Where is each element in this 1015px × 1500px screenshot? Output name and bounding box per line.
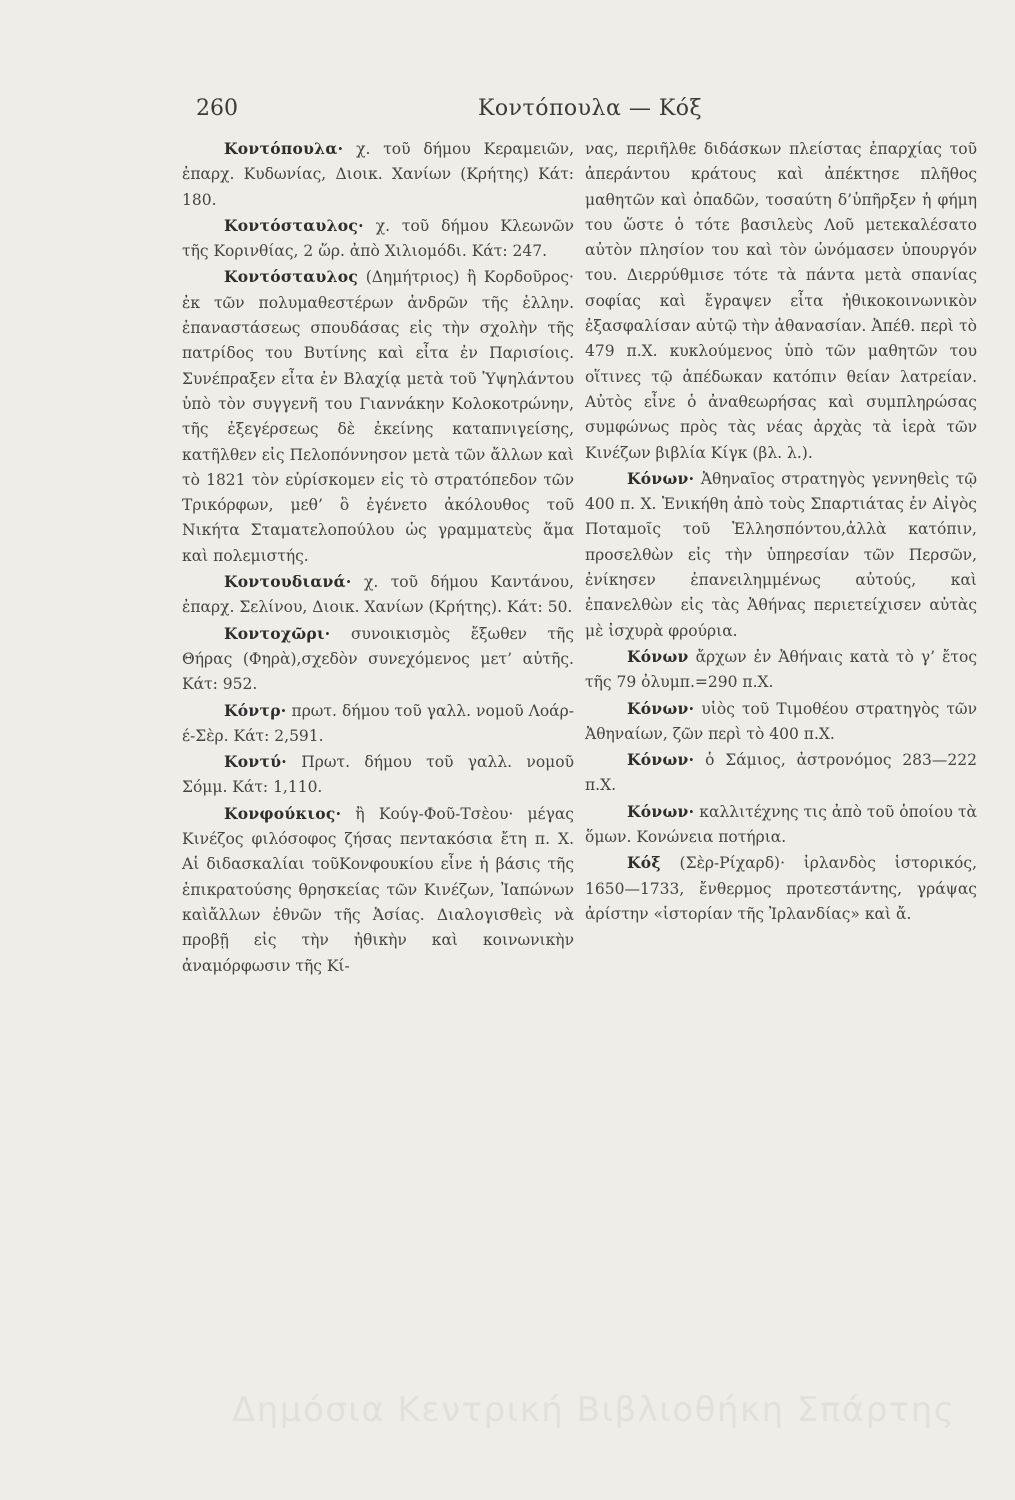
entry-text: νας, περιῆλθε διδάσκων πλείστας ἐπαρχίας τοῦ ἀπεράντου κράτους καὶ ἀπέκτησε πλῆθος μαθητῶν καὶ ὀπαδῶν, τοσαύτη δ’ὑπῆρξεν ἡ φήμη του ὥστε ὁ τότε βασιλεὺς Λοῦ μετεκαλέσατο αὐτὸν πλησίον του καὶ τὸν ὠνόμασεν ὑπουργόν του. Διερρύθμισε τότε τὰ πάντα μετὰ σπανίας σοφίας καὶ ἔγραψεν εἶτα ἠθικοκοινωνικὸν ἐξασφαλίσαν αὐτῷ τὴν ἀθανασίαν. Ἀπέθ. περὶ τὸ 479 π.Χ. κυκλούμενος ὑπὸ τῶν μαθητῶν του οἵτινες τῷ ἀπέδωκαν κατόπιν θείαν λατρείαν. Αὐτὸς εἶνε ὁ ἀναθεωρήσας καὶ συμπληρώσας συμφώνως πρὸς τὰς νέας ἀρχὰς τὰ ἱερὰ τῶν Κινέζων βιβλία Κίγκ (βλ. λ.). [585, 140, 977, 462]
entry-text: ἢ Κούγ-Φοῦ-Τσὲου· μέγας Κινέζος φιλόσοφος ζήσας πεντακόσια ἔτη π. Χ. Αἱ διδασκαλίαι τοῦΚονφουκίου εἶνε ἡ βάσις τῆς ἐπικρατούσης θρησκείας τῶν Κινέζων, Ἰαπώνων καὶἄλλων ἐθνῶν τῆς Ἀσίας. Διαλογισθεὶς νὰ προβῇ εἰς τὴν ἠθικὴν καὶ κοινωνικὴν ἀναμόρφωσιν τῆς Κί- [182, 804, 574, 975]
entry [182, 621, 574, 698]
headword: Κοντόσταυλος [224, 267, 359, 287]
entry [182, 698, 574, 750]
entry [182, 569, 574, 621]
headword: Κόνων· [627, 801, 695, 821]
entry-text: πρωτ. δήμου τοῦ γαλλ. νομοῦ Λοάρ-έ-Σὲρ. Κάτ: 2,591. [182, 701, 574, 745]
headword: Κόξ [627, 853, 661, 873]
entry-text: ἄρχων ἐν Ἀθήναις κατὰ τὸ γ’ ἔτος τῆς 79 ὀλυμπ.=290 π.Χ. [585, 647, 977, 692]
entry-continuation [585, 136, 977, 466]
entry-text: χ. τοῦ δήμου Κλεωνῶν τῆς Κορινθίας, 2 ὥρ. ἀπὸ Χιλιομόδι. Κάτ: 247. [182, 216, 574, 261]
right-column [585, 136, 977, 927]
left-column [182, 136, 574, 979]
entry-text: χ. τοῦ δήμου Καντάνου, ἐπαρχ. Σελίνου, Διοικ. Χανίων (Κρήτης). Κάτ: 50. [182, 573, 574, 617]
entry [585, 747, 977, 799]
entry [182, 213, 574, 265]
entry-text: ὁ Σάμιος, ἀστρονόμος 283—222 π.Χ. [585, 751, 977, 795]
entry-text: καλλιτέχνης τις ἀπὸ τοῦ ὁποίου τὰ ὅμων. Κονώνεια ποτήρια. [585, 802, 977, 847]
entry-text: Ἀθηναῖος στρατηγὸς γεννηθεὶς τῷ 400 π. Χ. Ἐνικήθη ἀπὸ τοὺς Σπαρτιάτας ἐν Αἰγὸς Ποταμοῖς τοῦ Ἑλλησπόντου,ἀλλὰ κατόπιν, προσελθὼν εἰς τὴν ὑπηρεσίαν τῶν Περσῶν, ἐνίκησεν ἐπανειλημμένως αὐτούς, καὶ ἐπανελθὼν εἰς τὰς Ἀθήνας περιετείχισεν αὐτὰς μὲ ἰσχυρὰ φρούρια. [585, 469, 977, 640]
entry [182, 749, 574, 801]
entry [585, 696, 977, 748]
headword: Κοντόσταυλος· [224, 215, 364, 235]
running-head: Κοντόπουλα — Κόξ [478, 96, 703, 121]
entry-text: (Δημήτριος) ἢ Κορδοῦρος· ἐκ τῶν πολυμαθεστέρων ἀνδρῶν τῆς ἑλλην. ἐπαναστάσεως σπουδάσας εἰς τὴν σχολὴν τῆς πατρίδος του Βυτίνης καὶ εἶτα ἐν Παρισίοις. Συνέπραξεν εἶτα ἐν Βλαχίᾳ μετὰ τοῦ Ὑψηλάντου ὑπὸ τὸν συγγενῆ του Γιαννάκην Κολοκοτρώνην, τῆς ἐξεγέρσεως δὲ ἐκείνης καταπνιγείσης, κατῆλθεν εἰς Πελοπόννησον μετὰ τῶν ἄλλων καὶ τὸ 1821 τὸν εὑρίσκομεν εἰς τὸ στρατόπεδον τῶν Τρικόρφων, μεθ’ ὃ ἐγένετο ἀκόλουθος τοῦ Νικήτα Σταματελοπούλου ὡς γραμματεὺς ἅμα καὶ πολεμιστής. [182, 268, 574, 565]
headword: Κονφούκιος· [224, 803, 342, 823]
entry [182, 264, 574, 569]
entry [585, 850, 977, 927]
headword: Κόνων· [627, 468, 695, 488]
headword: Κοντόπουλα· [224, 139, 344, 158]
entry [585, 466, 977, 644]
headword: Κόνων [627, 646, 689, 666]
headword: Κοντοχῶρι· [224, 623, 331, 643]
entry [585, 799, 977, 851]
headword: Κόντρ· [224, 700, 287, 720]
entry [182, 801, 574, 979]
entry-text: Πρωτ. δήμου τοῦ γαλλ. νομοῦ Σόμμ. Κάτ: 1,110. [182, 753, 574, 797]
entry-text: συνοικισμὸς ἔξωθεν τῆς Θήρας (Φηρὰ),σχεδὸν συνεχόμενος μετ’ αὐτῆς. Κάτ: 952. [182, 624, 574, 694]
entry-text: υἱὸς τοῦ Τιμοθέου στρατηγὸς τῶν Ἀθηναίων, ζῶν περὶ τὸ 400 π.Χ. [585, 699, 977, 743]
entry [585, 644, 977, 696]
entry [182, 136, 574, 213]
entry-text: χ. τοῦ δήμου Κεραμειῶν, ἐπαρχ. Κυδωνίας, Διοικ. Χανίων (Κρήτης) Κάτ: 180. [182, 140, 574, 209]
library-watermark: Δημόσια Κεντρική Βιβλιοθήκη Σπάρτης [232, 1390, 956, 1430]
entry-text: (Σὲρ-Ρίχαρδ)· ἰρλανδὸς ἱστορικός, 1650—1733, ἔνθερμος προτεστάντης, γράψας ἀρίστην «ἱστορίαν τῆς Ἰρλανδίας» καὶ ἄ. [585, 854, 977, 923]
headword: Κόνων· [627, 698, 695, 718]
headword: Κόνων· [627, 750, 695, 770]
page-number: 260 [196, 96, 238, 121]
headword: Κοντουδιανά· [224, 572, 352, 592]
headword: Κοντύ· [224, 752, 287, 772]
